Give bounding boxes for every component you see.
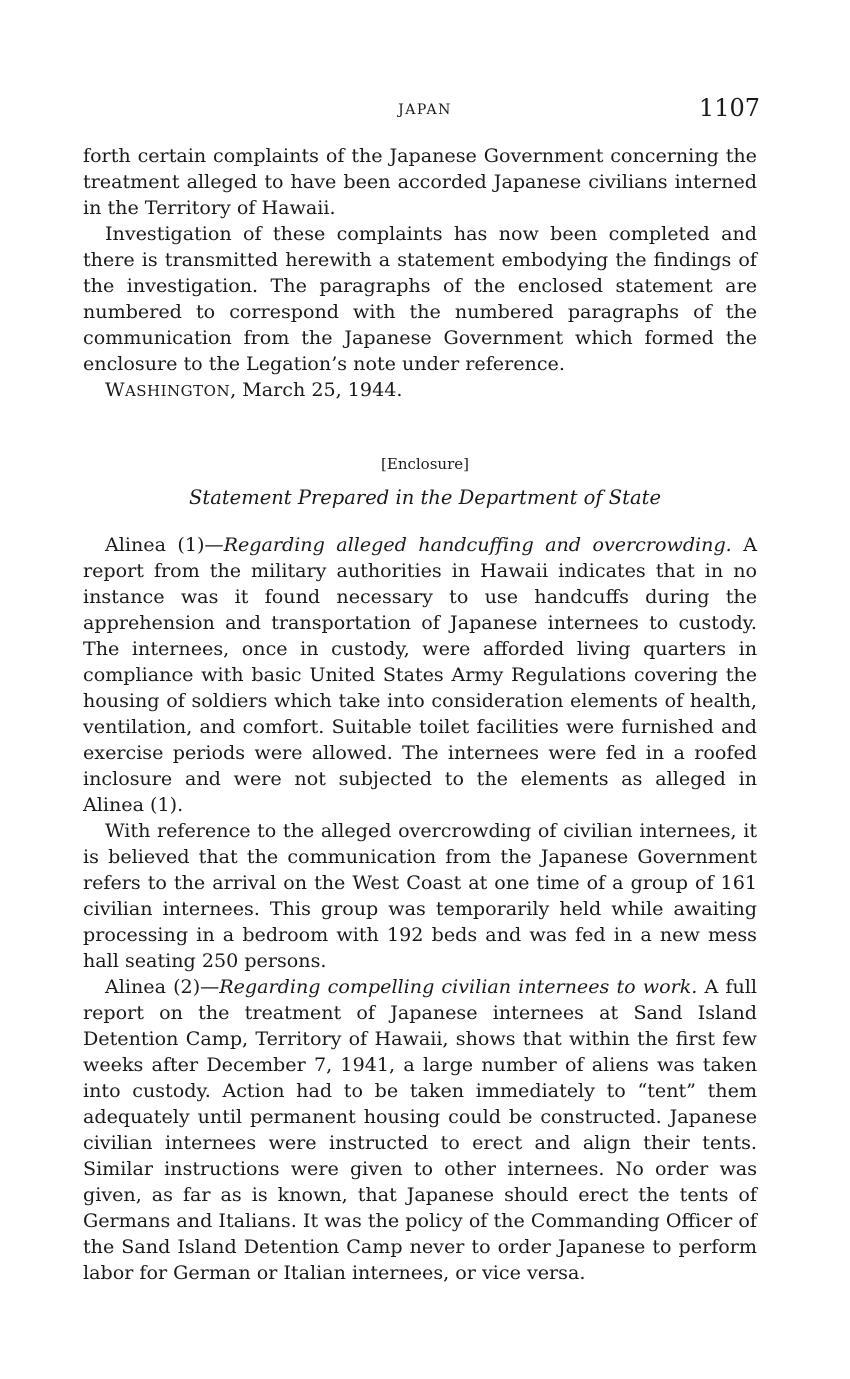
page-number: 1107: [698, 94, 760, 122]
statement-body: [83, 532, 757, 1286]
top-section: [83, 143, 757, 404]
paragraph-alinea-1: [83, 532, 757, 818]
alinea-1-prefix: Alinea (1)—: [105, 533, 224, 556]
alinea-2-heading: Regarding compelling civilian internees to work.: [219, 975, 698, 998]
running-title: JAPAN: [398, 102, 452, 118]
statement-title: Statement Prepared in the Department of State: [189, 486, 661, 509]
dateline-place-rest: ASHINGTON: [124, 382, 231, 400]
dateline: [83, 377, 757, 404]
dateline-date: , March 25, 1944.: [230, 378, 403, 401]
alinea-1-heading: Regarding alleged handcuffing and overcrowding.: [223, 533, 732, 556]
paragraph-alinea-2: [83, 974, 757, 1286]
alinea-1-text: A report from the military authorities in Hawaii indicates that in no instance was it found necessary to use handcuffs during the apprehension and transportation of Japanese internees to custody. The internees, once in custody, were afforded living quarters in compliance with basic United States Army Regulations covering the housing of soldiers which take into consideration elements of health, ventilation, and comfort. Suitable toilet facilities were furnished and exercise periods were allowed. The internees were fed in a roofed inclosure and were not subjected to the elements as alleged in Alinea (1).: [83, 533, 757, 816]
enclosure-label: [Enclosure]: [381, 455, 469, 473]
dateline-place-initial: W: [105, 378, 125, 401]
alinea-2-text: A full report on the treatment of Japanese internees at Sand Island Detention Camp, Territory of Hawaii, shows that within the first few weeks after December 7, 1941, a large number of aliens was taken into custody. Action had to be taken immediately to “tent” them adequately until permanent housing could be constructed. Japanese civilian internees were instructed to erect and align their tents. Similar instructions were given to other internees. No order was given, as far as is known, that Japanese should erect the tents of Germans and Italians. It was the policy of the Commanding Officer of the Sand Island Detention Camp never to order Japanese to perform labor for German or Italian internees, or vice versa.: [83, 975, 757, 1284]
alinea-2-prefix: Alinea (2)—: [105, 975, 220, 998]
paragraph-continuation: forth certain complaints of the Japanese Government concerning the treatment alleged to have been accorded Japanese civilians interned in the Territory of Hawaii.: [83, 144, 757, 219]
paragraph-investigation: Investigation of these complaints has now been completed and there is transmitted herewith a statement embodying the findings of the investigation. The paragraphs of the enclosed statement are numbered to correspond with the numbered paragraphs of the communication from the Japanese Government which formed the enclosure to the Legation’s note under reference.: [83, 222, 757, 375]
paragraph-overcrowding: With reference to the alleged overcrowding of civilian internees, it is believed that the communication from the Japanese Government refers to the arrival on the West Coast at one time of a group of 161 civilian internees. This group was temporarily held while awaiting processing in a bedroom with 192 beds and was fed in a new mess hall seating 250 persons.: [83, 819, 757, 972]
